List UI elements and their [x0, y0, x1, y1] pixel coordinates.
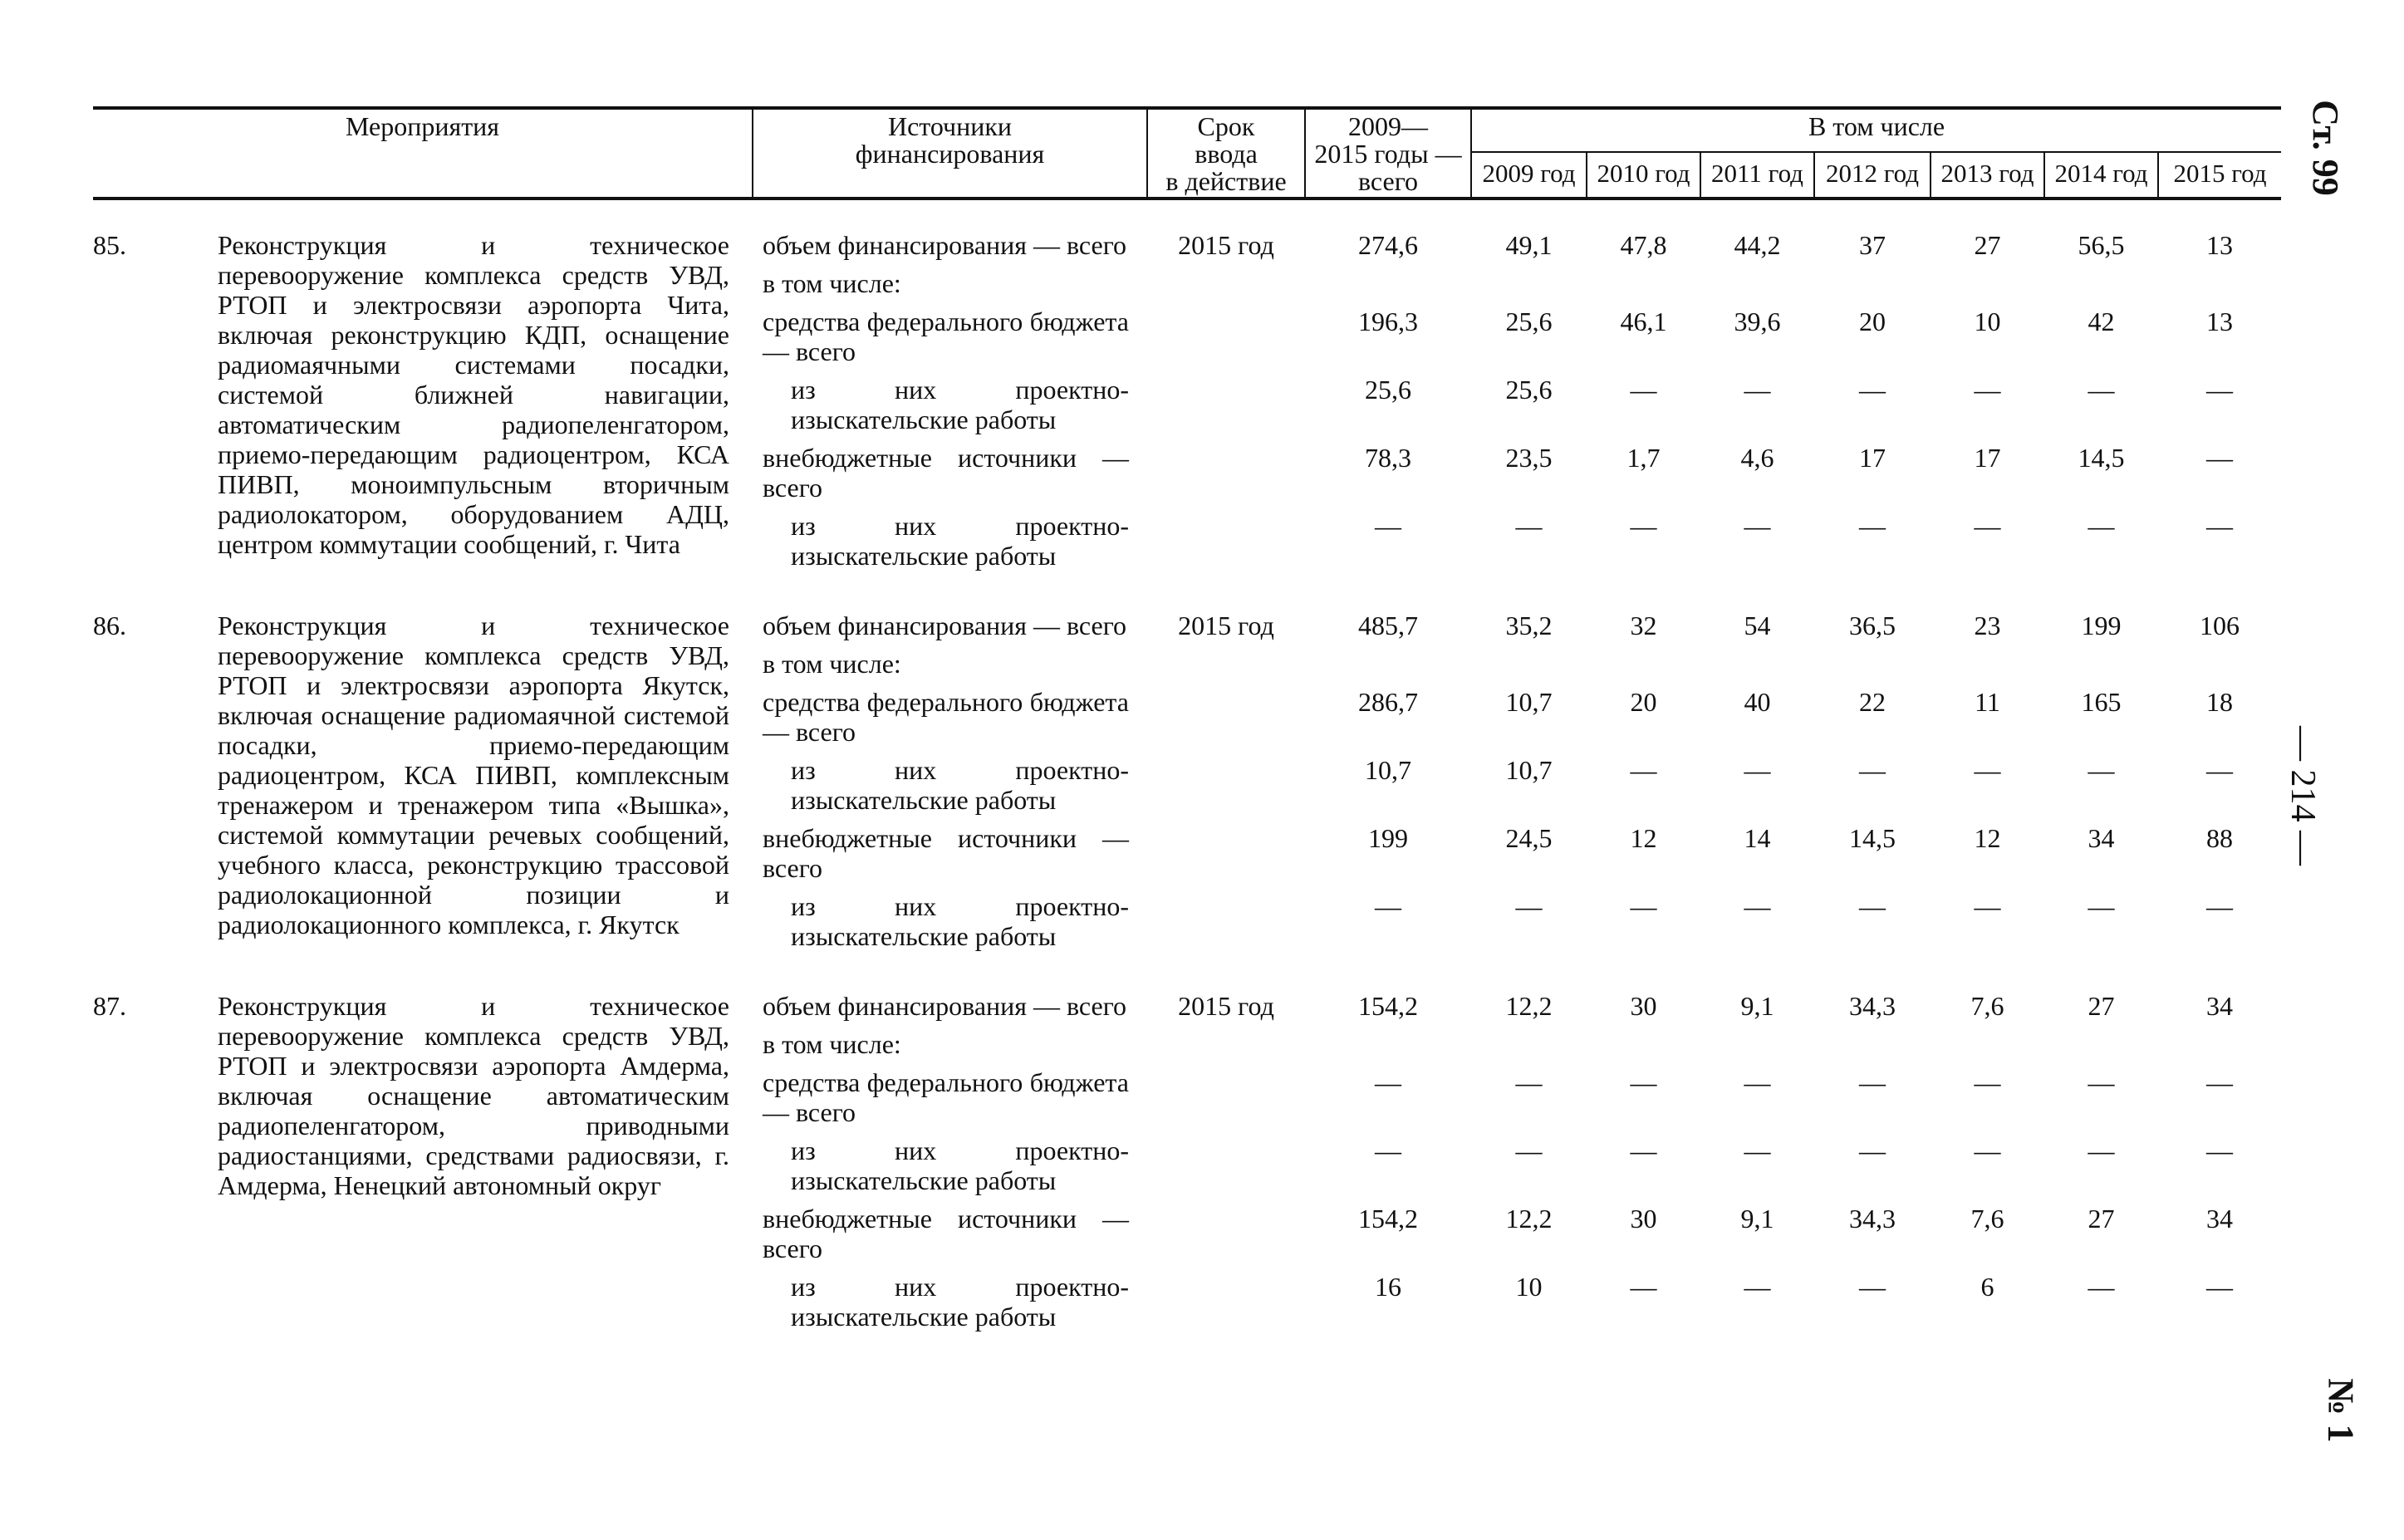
year-value [1814, 260, 1931, 298]
year-value: — [2088, 755, 2115, 785]
funding-source: из них проектно-изыскательские работы [791, 1272, 1129, 1332]
year-value: 27 [2088, 1204, 2115, 1233]
year-value: — [2206, 891, 2234, 921]
year-value: — [2088, 511, 2115, 541]
year-value: 7,6 [1970, 1204, 2004, 1233]
table-header [93, 108, 2281, 199]
year-value: — [1630, 375, 1657, 405]
total-value [1305, 260, 1471, 298]
year-value: 106 [2200, 611, 2240, 640]
year-value: — [2088, 1272, 2115, 1302]
total-value: 199 [1368, 823, 1408, 853]
year-value: — [1515, 891, 1543, 921]
year-value: — [1974, 1135, 2001, 1165]
year-value: 20 [1859, 307, 1886, 336]
year-value: 14 [1744, 823, 1771, 853]
year-value: 20 [1630, 687, 1657, 717]
header-including: В том числе [1471, 108, 2281, 152]
year-value: — [1974, 1067, 2001, 1097]
year-value: — [1859, 375, 1886, 405]
total-value: 25,6 [1365, 375, 1411, 405]
year-value: 12,2 [1505, 991, 1553, 1021]
margin-page-number: Ст. 99 [2304, 100, 2346, 196]
funding-table [93, 106, 2281, 1332]
year-value [1931, 260, 2044, 298]
year-value [2044, 260, 2158, 298]
year-value: 14,5 [1849, 823, 1896, 853]
year-value: 36,5 [1849, 611, 1896, 640]
year-value: 37 [1859, 230, 1886, 260]
year-value: — [1859, 1272, 1886, 1302]
year-value: 6 [1980, 1272, 1994, 1302]
year-value: 30 [1630, 991, 1657, 1021]
funding-source: в том числе: [763, 1029, 901, 1059]
entry-number: 87. [93, 991, 126, 1021]
year-value: 9,1 [1740, 1204, 1774, 1233]
total-value [1305, 640, 1471, 679]
year-value: 17 [1859, 443, 1886, 473]
year-value [1700, 260, 1814, 298]
header-year: 2009 год [1471, 152, 1587, 199]
entry-deadline [1147, 1263, 1305, 1332]
funding-source: в том числе: [763, 649, 901, 679]
funding-source: в том числе: [763, 268, 901, 298]
year-value: — [2088, 891, 2115, 921]
entry-deadline [1147, 1127, 1305, 1195]
year-value: 18 [2206, 687, 2234, 717]
year-value [1587, 260, 1700, 298]
total-value [1305, 1021, 1471, 1059]
year-value: — [1744, 891, 1771, 921]
year-value: — [2088, 375, 2115, 405]
year-value: — [2206, 1272, 2234, 1302]
entry-deadline: 2015 год [1178, 230, 1274, 260]
year-value [1700, 640, 1814, 679]
year-value: — [1744, 375, 1771, 405]
funding-source: из них проектно-изыскательские работы [791, 755, 1129, 815]
header-deadline: Срок ввода в действие [1147, 108, 1305, 199]
year-value: 12 [1630, 823, 1657, 853]
year-value: — [1630, 755, 1657, 785]
year-value: — [1859, 511, 1886, 541]
funding-source: из них проектно-изыскательские работы [791, 511, 1129, 571]
year-value: — [1744, 1272, 1771, 1302]
table-body [93, 199, 2281, 1332]
header-sources: Источники финансирования [753, 108, 1147, 199]
year-value: — [1515, 511, 1543, 541]
entry-title: Реконструкция и техническое перевооружение комплекса средств УВД, РТОП и электросвязи аэропорта Амдерма, включая оснащение автоматическим радиопеленгатором, приводными радиостанциями, средствами радиосвязи, г. Амдерма, Ненецкий автономный округ [218, 991, 729, 1200]
year-value: 199 [2081, 611, 2122, 640]
year-value: 165 [2081, 687, 2122, 717]
total-value: 78,3 [1365, 443, 1411, 473]
entry-deadline [1147, 298, 1305, 366]
header-year: 2014 год [2044, 152, 2158, 199]
year-value: 27 [1974, 230, 2001, 260]
funding-source: объем финансирования — всего [763, 230, 1127, 260]
entry-deadline [1147, 260, 1305, 298]
year-value: — [1744, 1067, 1771, 1097]
total-value: 16 [1375, 1272, 1401, 1302]
year-value: — [2206, 511, 2234, 541]
year-value: — [1974, 755, 2001, 785]
year-value [1587, 1021, 1700, 1059]
year-value: — [2088, 1135, 2115, 1165]
year-value: 9,1 [1740, 991, 1774, 1021]
year-value: 34,3 [1849, 1204, 1896, 1233]
year-value: — [2206, 443, 2234, 473]
document-page [93, 106, 2281, 1332]
year-value: 23 [1974, 611, 2001, 640]
year-value: 35,2 [1505, 611, 1553, 640]
year-value: — [2206, 1135, 2234, 1165]
year-value: 22 [1859, 687, 1886, 717]
total-value: 485,7 [1358, 611, 1418, 640]
entry-deadline: 2015 год [1178, 991, 1274, 1021]
total-value: — [1375, 1135, 1401, 1165]
year-value: 11 [1975, 687, 2000, 717]
year-value: — [1630, 511, 1657, 541]
entry-deadline [1147, 1059, 1305, 1127]
year-value: 25,6 [1505, 307, 1553, 336]
year-value: — [2206, 1067, 2234, 1097]
year-value: 54 [1744, 611, 1771, 640]
funding-source: внебюджетные источники — всего [763, 443, 1129, 503]
header-year: 2015 год [2158, 152, 2281, 199]
year-value: 12 [1974, 823, 2001, 853]
entry-title: Реконструкция и техническое перевооружение комплекса средств УВД, РТОП и электросвязи аэропорта Чита, включая реконструкцию КДП, оснащение радиомаячными системами посадки, системой ближней навигации, автоматическим радиопеленгатором, приемо-передающим радиоцентром, КСА ПИВП, моноимпульсным вторичным радиолокатором, оборудованием АДЦ, центром коммутации сообщений, г. Чита [218, 230, 729, 559]
year-value: 49,1 [1505, 230, 1553, 260]
funding-source: внебюджетные источники — всего [763, 823, 1129, 883]
year-value: — [1974, 511, 2001, 541]
year-value: 32 [1630, 611, 1657, 640]
year-value: 40 [1744, 687, 1771, 717]
funding-source: из них проектно-изыскательские работы [791, 375, 1129, 434]
year-value: 30 [1630, 1204, 1657, 1233]
funding-source: средства федерального бюджета — всего [763, 687, 1129, 747]
table-row [93, 611, 2281, 640]
year-value: 10 [1974, 307, 2001, 336]
year-value: — [1859, 755, 1886, 785]
year-value: — [1515, 1067, 1543, 1097]
year-value: — [1859, 891, 1886, 921]
year-value: — [1859, 1067, 1886, 1097]
entry-deadline [1147, 503, 1305, 571]
total-value: 10,7 [1365, 755, 1411, 785]
year-value [2158, 1021, 2281, 1059]
funding-source: средства федерального бюджета — всего [763, 307, 1129, 366]
year-value: 25,6 [1505, 375, 1553, 405]
funding-source: объем финансирования — всего [763, 611, 1127, 640]
year-value: — [1859, 1135, 1886, 1165]
entry-deadline [1147, 815, 1305, 883]
year-value: 7,6 [1970, 991, 2004, 1021]
total-value: — [1375, 1067, 1401, 1097]
year-value: 17 [1974, 443, 2001, 473]
funding-source: из них проектно-изыскательские работы [791, 1135, 1129, 1195]
total-value: 286,7 [1358, 687, 1418, 717]
year-value: — [1515, 1135, 1543, 1165]
year-value: — [1630, 1135, 1657, 1165]
header-measures: Мероприятия [93, 108, 753, 199]
header-year: 2011 год [1700, 152, 1814, 199]
entry-title: Реконструкция и техническое перевооружение комплекса средств УВД, РТОП и электросвязи аэропорта Якутск, включая оснащение радиомаячной системой посадки, приемо-передающим радиоцентром, КСА ПИВП, комплексным тренажером и тренажером типа «Вышка», системой коммутации речевых сообщений, учебного класса, реконструкцию трассовой радиолокационной позиции и радиолокационного комплекса, г. Якутск [218, 611, 729, 939]
year-value [2044, 1021, 2158, 1059]
year-value: 10,7 [1505, 755, 1553, 785]
year-value [1931, 1021, 2044, 1059]
entry-deadline [1147, 366, 1305, 434]
year-value: — [2206, 375, 2234, 405]
year-value: 1,7 [1626, 443, 1661, 473]
header-year: 2012 год [1814, 152, 1931, 199]
total-value: 274,6 [1358, 230, 1418, 260]
year-value [1587, 640, 1700, 679]
total-value: — [1375, 511, 1401, 541]
entry-deadline: 2015 год [1178, 611, 1274, 640]
year-value [2158, 640, 2281, 679]
year-value: 56,5 [2078, 230, 2125, 260]
year-value [2044, 640, 2158, 679]
year-value: 23,5 [1505, 443, 1553, 473]
year-value [1471, 260, 1587, 298]
year-value: 42 [2088, 307, 2115, 336]
header-year: 2010 год [1587, 152, 1700, 199]
entry-deadline [1147, 434, 1305, 503]
year-value: 44,2 [1734, 230, 1781, 260]
funding-source: внебюджетные источники — всего [763, 1204, 1129, 1263]
year-value: 24,5 [1505, 823, 1553, 853]
margin-folio: — 214 — [2284, 726, 2322, 866]
year-value: 13 [2206, 230, 2234, 260]
funding-source: объем финансирования — всего [763, 991, 1127, 1021]
funding-source: средства федерального бюджета — всего [763, 1067, 1129, 1127]
year-value: 47,8 [1620, 230, 1667, 260]
entry-deadline [1147, 747, 1305, 815]
year-value [1700, 1021, 1814, 1059]
year-value: — [1744, 511, 1771, 541]
year-value: — [1630, 1067, 1657, 1097]
year-value: — [2206, 755, 2234, 785]
entry-number: 85. [93, 230, 126, 260]
year-value: 46,1 [1620, 307, 1667, 336]
year-value: — [1744, 1135, 1771, 1165]
entry-deadline [1147, 679, 1305, 747]
total-value: 154,2 [1358, 991, 1418, 1021]
year-value: — [1744, 755, 1771, 785]
year-value [1814, 1021, 1931, 1059]
year-value: 34 [2206, 991, 2234, 1021]
total-value: 154,2 [1358, 1204, 1418, 1233]
year-value: — [1974, 891, 2001, 921]
year-value: 39,6 [1734, 307, 1781, 336]
total-value: — [1375, 891, 1401, 921]
entry-deadline [1147, 883, 1305, 951]
year-value [1471, 640, 1587, 679]
entry-deadline [1147, 1195, 1305, 1263]
year-value: 34 [2088, 823, 2115, 853]
year-value: — [1630, 1272, 1657, 1302]
year-value: — [1974, 375, 2001, 405]
entry-deadline [1147, 640, 1305, 679]
year-value: 14,5 [2078, 443, 2125, 473]
entry-number: 86. [93, 611, 126, 640]
header-year: 2013 год [1931, 152, 2044, 199]
year-value [1931, 640, 2044, 679]
year-value [2158, 260, 2281, 298]
year-value: 10,7 [1505, 687, 1553, 717]
year-value: 88 [2206, 823, 2234, 853]
year-value: 10 [1515, 1272, 1543, 1302]
year-value: 34 [2206, 1204, 2234, 1233]
year-value [1471, 1021, 1587, 1059]
year-value: 27 [2088, 991, 2115, 1021]
total-value: 196,3 [1358, 307, 1418, 336]
funding-source: из них проектно-изыскательские работы [791, 891, 1129, 951]
year-value: 12,2 [1505, 1204, 1553, 1233]
table-row [93, 991, 2281, 1021]
header-total: 2009— 2015 годы — всего [1305, 108, 1471, 199]
year-value: — [2088, 1067, 2115, 1097]
year-value [1814, 640, 1931, 679]
year-value: 34,3 [1849, 991, 1896, 1021]
year-value: 4,6 [1740, 443, 1774, 473]
year-value: — [1630, 891, 1657, 921]
margin-issue-number: № 1 [2320, 1378, 2362, 1443]
table-row [93, 230, 2281, 260]
entry-deadline [1147, 1021, 1305, 1059]
year-value: 13 [2206, 307, 2234, 336]
